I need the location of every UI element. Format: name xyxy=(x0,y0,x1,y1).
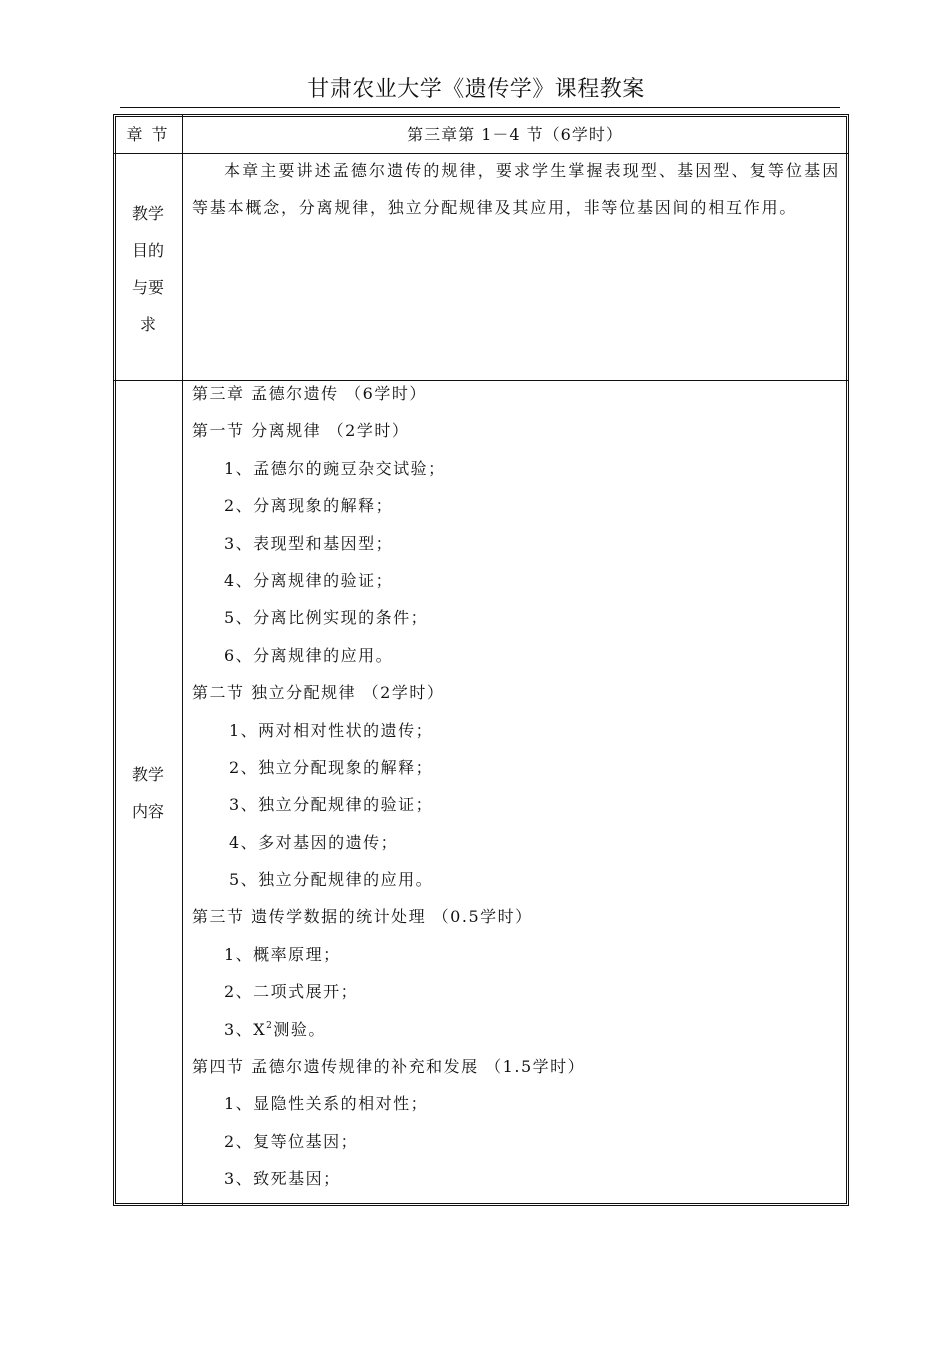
teaching-goals-text: 本章主要讲述孟德尔遗传的规律，要求学生掌握表现型、基因型、复等位基因等基本概念，分离规律，独立分配规律及其应用，非等位基因间的相互作用。 xyxy=(192,161,840,217)
goals-label-line: 目的 xyxy=(131,241,164,260)
document-title: 甘肃农业大学《遗传学》课程教案 xyxy=(307,77,645,102)
list-item: 1、两对相对性状的遗传； xyxy=(229,720,434,740)
list-item: 4、分离规律的验证； xyxy=(224,570,394,590)
content-label-line: 教学 xyxy=(131,765,164,784)
goals-label-line: 教学 xyxy=(131,204,164,223)
list-item: 6、分离规律的应用。 xyxy=(224,645,394,665)
chapter-heading: 第三章 孟德尔遗传 （6学时） xyxy=(192,384,427,403)
goals-label-line: 求 xyxy=(139,315,156,334)
list-item: 1、概率原理； xyxy=(224,944,341,964)
list-item: 1、孟德尔的豌豆杂交试验； xyxy=(224,458,446,478)
chi-symbol: X xyxy=(253,1019,267,1039)
list-item: 1、显隐性关系的相对性； xyxy=(224,1094,429,1114)
list-item: 5、独立分配规律的应用。 xyxy=(229,870,434,890)
content-label-line: 内容 xyxy=(131,802,164,821)
teaching-content-label xyxy=(116,756,180,830)
title-underline xyxy=(120,107,840,108)
chapter-section-value: 第三章第 1－4 节（6学时） xyxy=(407,125,623,144)
list-item-chi-square xyxy=(192,1011,832,1048)
list-item: 4、多对基因的遗传； xyxy=(229,832,399,852)
list-item: 2、二项式展开； xyxy=(224,982,359,1002)
list-item: 2、独立分配现象的解释； xyxy=(229,757,434,777)
list-item: 3、表现型和基因型； xyxy=(224,533,394,553)
list-item: 2、复等位基因； xyxy=(224,1131,359,1151)
teaching-goals-label xyxy=(116,195,180,343)
list-item: 5、分离比例实现的条件； xyxy=(224,608,429,628)
section-heading: 第二节 独立分配规律 （2学时） xyxy=(192,683,445,703)
goals-label-line: 与要 xyxy=(131,278,164,297)
section-heading: 第四节 孟德尔遗传规律的补充和发展 （1.5学时） xyxy=(192,1057,586,1077)
list-item: 2、分离现象的解释； xyxy=(224,496,394,516)
list-item-number: 3、 xyxy=(224,1019,254,1039)
chi-test-label: 测验。 xyxy=(273,1019,326,1039)
chapter-section-label: 章 节 xyxy=(126,125,170,144)
section-heading: 第一节 分离规律 （2学时） xyxy=(192,421,410,441)
table-column-divider xyxy=(182,114,183,1206)
chi-exponent: 2 xyxy=(266,1020,274,1031)
list-item: 3、致死基因； xyxy=(224,1169,341,1189)
teaching-content-list xyxy=(192,375,832,1198)
section-heading: 第三节 遗传学数据的统计处理 （0.5学时） xyxy=(192,907,533,927)
list-item: 3、独立分配规律的验证； xyxy=(229,795,434,815)
